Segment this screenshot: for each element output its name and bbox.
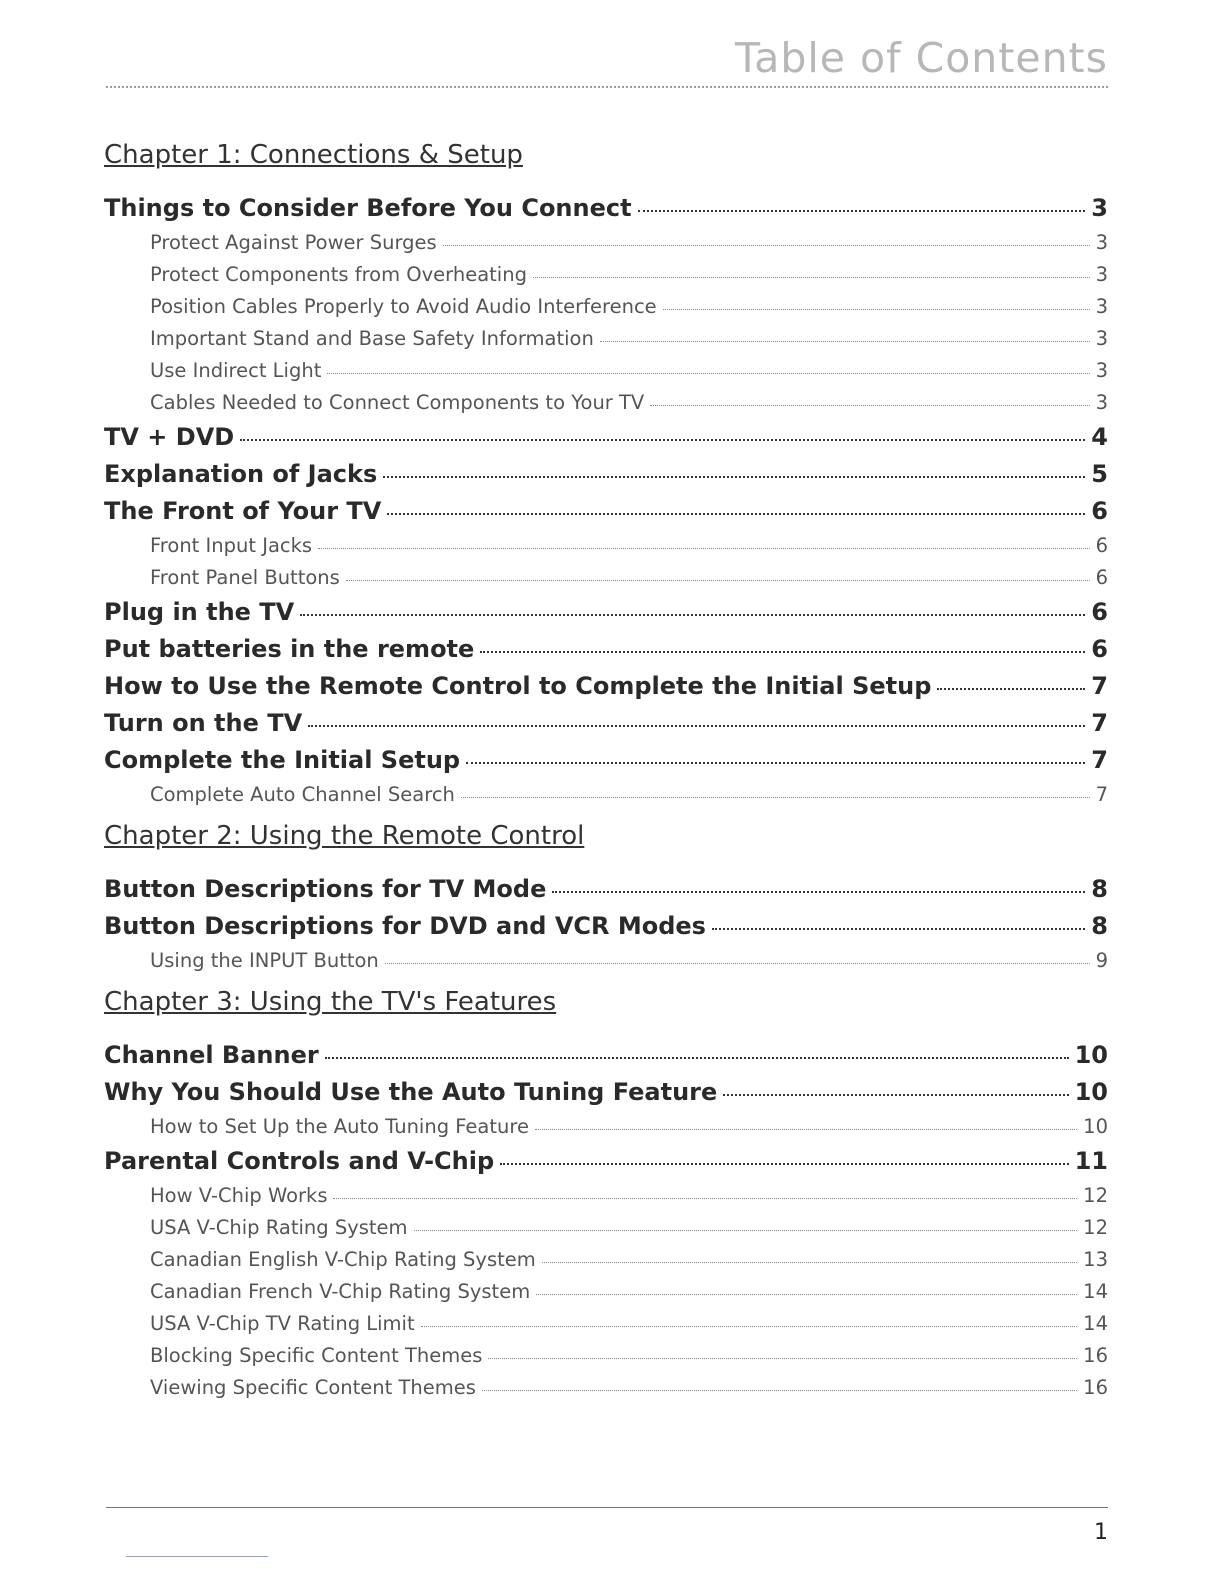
toc-entry-title: How to Use the Remote Control to Complete the Initial Setup bbox=[104, 672, 932, 700]
toc-entry-title: Turn on the TV bbox=[104, 709, 303, 737]
toc-entry-page: 6 bbox=[1091, 635, 1108, 663]
toc-entry[interactable] bbox=[104, 871, 1108, 908]
toc-entry-title: Explanation of Jacks bbox=[104, 460, 378, 488]
dot-leader bbox=[552, 891, 1085, 893]
dot-leader bbox=[318, 548, 1089, 549]
page-title: Table of Contents bbox=[734, 34, 1108, 82]
chapter-heading[interactable]: Chapter 2: Using the Remote Control bbox=[104, 821, 585, 851]
toc-entry-page: 3 bbox=[1095, 391, 1108, 414]
dot-leader bbox=[333, 1198, 1077, 1199]
toc-entry[interactable] bbox=[104, 594, 1108, 631]
toc-entry[interactable] bbox=[104, 419, 1108, 456]
toc-subentry[interactable] bbox=[104, 562, 1108, 594]
toc-entry-page: 10 bbox=[1074, 1078, 1108, 1106]
header-divider bbox=[106, 86, 1108, 88]
toc-entry-title: Canadian English V-Chip Rating System bbox=[150, 1248, 536, 1271]
dot-leader bbox=[712, 928, 1085, 930]
toc-entry-title: Why You Should Use the Auto Tuning Feature bbox=[104, 1078, 718, 1106]
toc-subentry[interactable] bbox=[104, 1276, 1108, 1308]
table-of-contents bbox=[104, 140, 1108, 1404]
toc-entry-title: Important Stand and Base Safety Information bbox=[150, 327, 594, 350]
toc-subentry[interactable] bbox=[104, 1212, 1108, 1244]
toc-subentry[interactable] bbox=[104, 1308, 1108, 1340]
toc-entry-title: Protect Components from Overheating bbox=[150, 263, 527, 286]
toc-entry-title: Front Input Jacks bbox=[150, 534, 313, 557]
toc-entry-page: 13 bbox=[1083, 1248, 1108, 1271]
dot-leader bbox=[346, 580, 1090, 581]
dot-leader bbox=[480, 651, 1085, 653]
toc-entry-page: 11 bbox=[1074, 1147, 1108, 1175]
toc-subentry[interactable] bbox=[104, 387, 1108, 419]
toc-entry-title: Use Indirect Light bbox=[150, 359, 322, 382]
toc-entry-page: 8 bbox=[1091, 912, 1108, 940]
toc-entry-page: 12 bbox=[1083, 1184, 1108, 1207]
toc-subentry[interactable] bbox=[104, 530, 1108, 562]
dot-leader bbox=[466, 762, 1085, 764]
toc-entry-title: Protect Against Power Surges bbox=[150, 231, 437, 254]
toc-entry-page: 6 bbox=[1091, 598, 1108, 626]
dot-leader bbox=[500, 1163, 1068, 1165]
toc-subentry[interactable] bbox=[104, 1111, 1108, 1143]
toc-entry-title: Viewing Specific Content Themes bbox=[150, 1376, 476, 1399]
dot-leader bbox=[600, 341, 1090, 342]
toc-entry-page: 5 bbox=[1091, 460, 1108, 488]
page-number: 1 bbox=[1094, 1520, 1108, 1545]
toc-entry-page: 8 bbox=[1091, 875, 1108, 903]
toc-entry-page: 7 bbox=[1095, 783, 1108, 806]
toc-entry-title: Position Cables Properly to Avoid Audio Interference bbox=[150, 295, 657, 318]
dot-leader bbox=[663, 309, 1090, 310]
dot-leader bbox=[723, 1094, 1068, 1096]
toc-entry-title: Blocking Specific Content Themes bbox=[150, 1344, 483, 1367]
toc-subentry[interactable] bbox=[104, 291, 1108, 323]
toc-entry-page: 12 bbox=[1083, 1216, 1108, 1239]
dot-leader bbox=[325, 1057, 1069, 1059]
toc-entry-page: 10 bbox=[1083, 1115, 1108, 1138]
toc-entry[interactable] bbox=[104, 493, 1108, 530]
toc-entry[interactable] bbox=[104, 190, 1108, 227]
toc-entry[interactable] bbox=[104, 1074, 1108, 1111]
toc-entry-title: Parental Controls and V-Chip bbox=[104, 1147, 495, 1175]
dot-leader bbox=[240, 439, 1085, 441]
toc-entry-page: 6 bbox=[1095, 566, 1108, 589]
dot-leader bbox=[461, 797, 1090, 798]
dot-leader bbox=[536, 1294, 1077, 1295]
dot-leader bbox=[937, 688, 1085, 690]
toc-entry-page: 14 bbox=[1083, 1312, 1108, 1335]
toc-entry-title: Canadian French V-Chip Rating System bbox=[150, 1280, 531, 1303]
toc-entry-page: 16 bbox=[1083, 1376, 1108, 1399]
toc-entry-page: 7 bbox=[1091, 709, 1108, 737]
toc-entry-page: 7 bbox=[1091, 746, 1108, 774]
toc-entry-title: How to Set Up the Auto Tuning Feature bbox=[150, 1115, 529, 1138]
chapter-heading[interactable]: Chapter 3: Using the TV's Features bbox=[104, 987, 557, 1017]
toc-subentry[interactable] bbox=[104, 1340, 1108, 1372]
toc-entry-page: 16 bbox=[1083, 1344, 1108, 1367]
toc-subentry[interactable] bbox=[104, 259, 1108, 291]
page-header bbox=[106, 34, 1108, 92]
toc-entry[interactable] bbox=[104, 742, 1108, 779]
toc-entry-page: 3 bbox=[1095, 231, 1108, 254]
toc-entry-title: Complete Auto Channel Search bbox=[150, 783, 455, 806]
toc-entry-page: 9 bbox=[1095, 949, 1108, 972]
toc-entry-page: 3 bbox=[1095, 295, 1108, 318]
toc-subentry[interactable] bbox=[104, 1372, 1108, 1404]
toc-entry-page: 7 bbox=[1091, 672, 1108, 700]
dot-leader bbox=[414, 1230, 1078, 1231]
toc-entry-title: Button Descriptions for TV Mode bbox=[104, 875, 547, 903]
dot-leader bbox=[443, 245, 1090, 246]
toc-subentry[interactable] bbox=[104, 779, 1108, 811]
toc-entry-title: Plug in the TV bbox=[104, 598, 295, 626]
toc-entry-page: 3 bbox=[1095, 327, 1108, 350]
toc-entry[interactable] bbox=[104, 631, 1108, 668]
toc-entry-title: USA V-Chip Rating System bbox=[150, 1216, 408, 1239]
dot-leader bbox=[387, 513, 1085, 515]
dot-leader bbox=[650, 405, 1089, 406]
toc-entry-page: 3 bbox=[1091, 194, 1108, 222]
toc-entry[interactable] bbox=[104, 1143, 1108, 1180]
chapter-heading[interactable]: Chapter 1: Connections & Setup bbox=[104, 140, 523, 170]
corner-mark bbox=[126, 1556, 268, 1557]
dot-leader bbox=[383, 476, 1085, 478]
toc-subentry[interactable] bbox=[104, 1180, 1108, 1212]
toc-entry[interactable] bbox=[104, 456, 1108, 493]
toc-entry-page: 3 bbox=[1095, 263, 1108, 286]
toc-entry-title: Complete the Initial Setup bbox=[104, 746, 461, 774]
toc-entry-title: Front Panel Buttons bbox=[150, 566, 340, 589]
toc-entry-page: 6 bbox=[1091, 497, 1108, 525]
dot-leader bbox=[542, 1262, 1077, 1263]
toc-entry-title: Channel Banner bbox=[104, 1041, 319, 1069]
toc-entry-title: Put batteries in the remote bbox=[104, 635, 475, 663]
toc-entry-page: 4 bbox=[1091, 423, 1108, 451]
toc-entry-page: 10 bbox=[1074, 1041, 1108, 1069]
toc-entry-title: Things to Consider Before You Connect bbox=[104, 194, 632, 222]
toc-subentry[interactable] bbox=[104, 227, 1108, 259]
toc-subentry[interactable] bbox=[104, 323, 1108, 355]
toc-entry-title: Using the INPUT Button bbox=[150, 949, 379, 972]
toc-subentry[interactable] bbox=[104, 1244, 1108, 1276]
dot-leader bbox=[482, 1390, 1077, 1391]
toc-entry-page: 14 bbox=[1083, 1280, 1108, 1303]
toc-entry-title: The Front of Your TV bbox=[104, 497, 382, 525]
toc-entry[interactable] bbox=[104, 908, 1108, 945]
toc-entry-title: USA V-Chip TV Rating Limit bbox=[150, 1312, 415, 1335]
dot-leader bbox=[533, 277, 1090, 278]
dot-leader bbox=[421, 1326, 1078, 1327]
toc-entry-title: Button Descriptions for DVD and VCR Modes bbox=[104, 912, 706, 940]
toc-entry[interactable] bbox=[104, 668, 1108, 705]
footer-divider bbox=[106, 1507, 1108, 1508]
dot-leader bbox=[638, 210, 1086, 212]
dot-leader bbox=[535, 1129, 1077, 1130]
toc-entry-title: Cables Needed to Connect Components to Your TV bbox=[150, 391, 645, 414]
dot-leader bbox=[327, 373, 1089, 374]
toc-entry-title: How V-Chip Works bbox=[150, 1184, 328, 1207]
toc-subentry[interactable] bbox=[104, 945, 1108, 977]
toc-subentry[interactable] bbox=[104, 355, 1108, 387]
dot-leader bbox=[488, 1358, 1077, 1359]
toc-entry-page: 3 bbox=[1095, 359, 1108, 382]
toc-entry[interactable] bbox=[104, 705, 1108, 742]
dot-leader bbox=[308, 725, 1085, 727]
toc-entry-page: 6 bbox=[1095, 534, 1108, 557]
dot-leader bbox=[385, 963, 1090, 964]
toc-entry[interactable] bbox=[104, 1037, 1108, 1074]
dot-leader bbox=[300, 614, 1085, 616]
toc-entry-title: TV + DVD bbox=[104, 423, 235, 451]
